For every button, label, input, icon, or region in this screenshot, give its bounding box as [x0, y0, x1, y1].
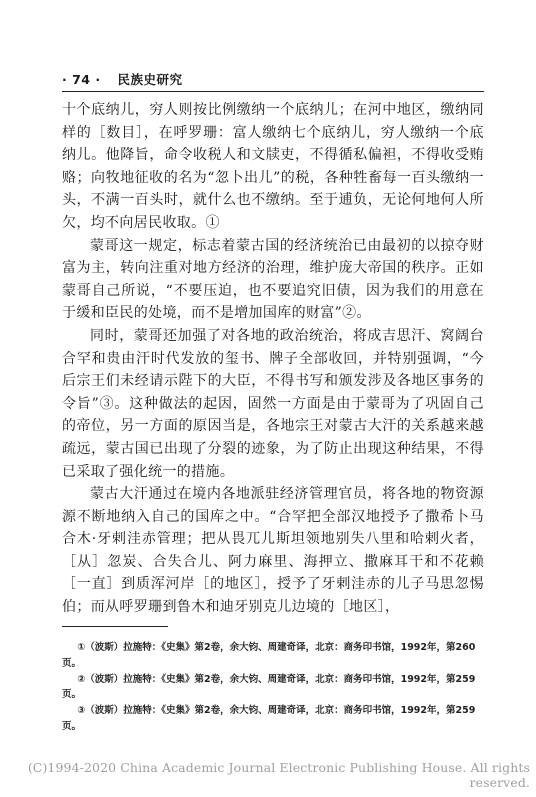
- main-text: [62, 99, 484, 619]
- header-rule: [62, 91, 484, 92]
- paragraph: 蒙哥这一规定，标志着蒙古国的经济统治已由最初的以掠夺财富为主，转向注重对地方经济的治理，维护庞大帝国的秩序。正如蒙哥自己所说，“不要压迫，也不要追究旧债，因为我们的用意在于缓和臣民的处境，而不是增加国库的财富”②。: [62, 237, 484, 322]
- footnote: ③（波斯）拉施特：《史集》第2卷，余大钧、周建奇译，北京：商务印书馆，1992年，第259页。: [62, 705, 476, 732]
- paragraph: 蒙古大汗通过在境内各地派驻经济管理官员，将各地的物资源源不断地纳入自己的国库之中。“合罕把全部汉地授予了撒希卜马合木·牙剌洼赤管理；把从畏兀儿斯坦领地别失八里和哈剌火者，［从］忽炭、合失合儿、阿力麻里、海押立、撒麻耳干和不花赖［一直］到质浑河岸［的地区］，授予了牙剌洼赤的儿子马思忽惕伯；而从呼罗珊到鲁木和迪牙别克儿边境的［地区］，: [62, 486, 484, 616]
- footnote: ①（波斯）拉施特：《史集》第2卷，余大钧、周建奇译，北京：商务印书馆，1992年，第260页。: [62, 642, 476, 669]
- footnote-rule: [62, 626, 168, 627]
- journal-title: 民族史研究: [117, 72, 183, 87]
- footnotes: [62, 640, 484, 735]
- page-number: · 74 ·: [62, 72, 101, 87]
- paragraph: 十个底纳儿，穷人则按比例缴纳一个底纳儿；在河中地区，缴纳同样的［数目］，在呼罗珊：富人缴纳七个底纳儿，穷人缴纳一个底纳儿。他降旨，命令收税人和文牍吏，不得循私偏袒，不得收受贿赂；向牧地征收的名为“忽卜出儿”的税，各种牲畜每一百头缴纳一头，不满一百头时，就什么也不缴纳。至于逋负，无论何地何人所欠，均不向居民收取。①: [62, 102, 484, 231]
- running-header: [62, 70, 482, 88]
- paragraph: 同时，蒙哥还加强了对各地的政治统治，将成吉思汗、窝阔台合罕和贵由汗时代发放的玺书、牌子全部收回，并特别强调，“今后宗王们未经请示陛下的大臣，不得书写和颁发涉及各地区事务的令旨”③。这种做法的起因，固然一方面是由于蒙哥为了巩固自己的帝位，另一方面的原因当是，各地宗王对蒙古大汗的关系越来越疏远，蒙古国已出现了分裂的迹象，为了防止出现这种结果，不得已采取了强化统一的措施。: [62, 327, 484, 480]
- copyright-watermark: (C)1994-2020 China Academic Journal Electronic Publishing House. All rights reserved.: [27, 760, 530, 790]
- footnote: ②（波斯）拉施特：《史集》第2卷，余大钧、周建奇译，北京：商务印书馆，1992年，第259页。: [62, 673, 476, 701]
